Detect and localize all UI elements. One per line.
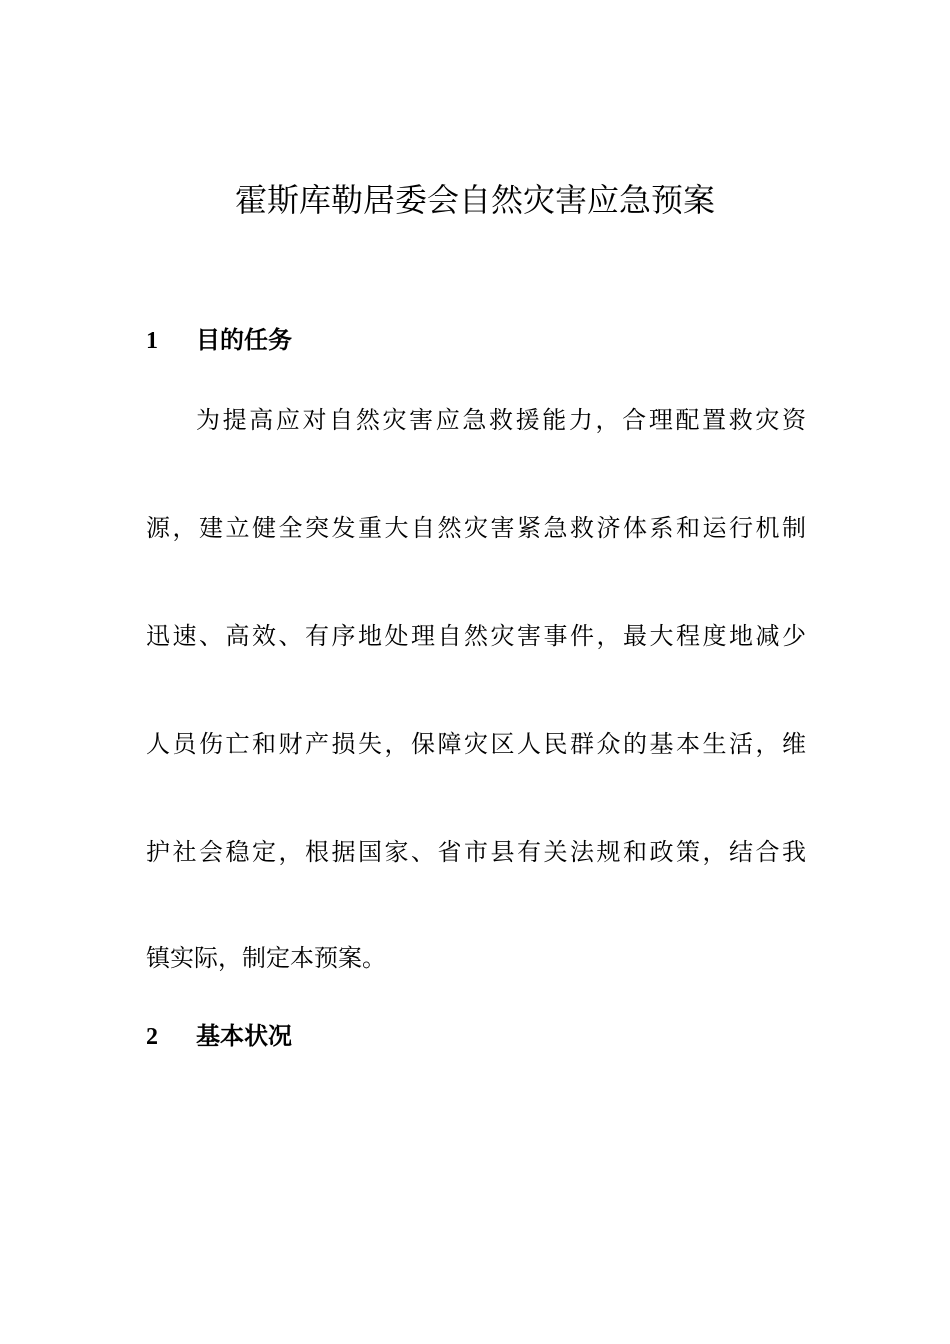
section-number: 2 — [146, 1024, 158, 1050]
paragraph-line: 为提高应对自然灾害应急救援能力，合理配置救灾资 — [196, 406, 806, 434]
section-title: 基本状况 — [196, 1022, 292, 1050]
paragraph-line: 迅速、高效、有序地处理自然灾害事件，最大程度地减少 — [146, 622, 806, 650]
paragraph-line: 源，建立健全突发重大自然灾害紧急救济体系和运行机制 — [146, 514, 806, 542]
paragraph-line: 镇实际，制定本预案。 — [146, 944, 386, 972]
paragraph-line: 人员伤亡和财产损失，保障灾区人民群众的基本生活，维 — [146, 730, 806, 758]
document-title: 霍斯库勒居委会自然灾害应急预案 — [234, 181, 715, 219]
section-heading-1 — [146, 322, 292, 359]
paragraph-line: 护社会稳定，根据国家、省市县有关法规和政策，结合我 — [146, 838, 806, 866]
section-heading-2 — [146, 1018, 292, 1055]
section-title: 目的任务 — [196, 326, 292, 354]
section-number: 1 — [146, 328, 158, 354]
